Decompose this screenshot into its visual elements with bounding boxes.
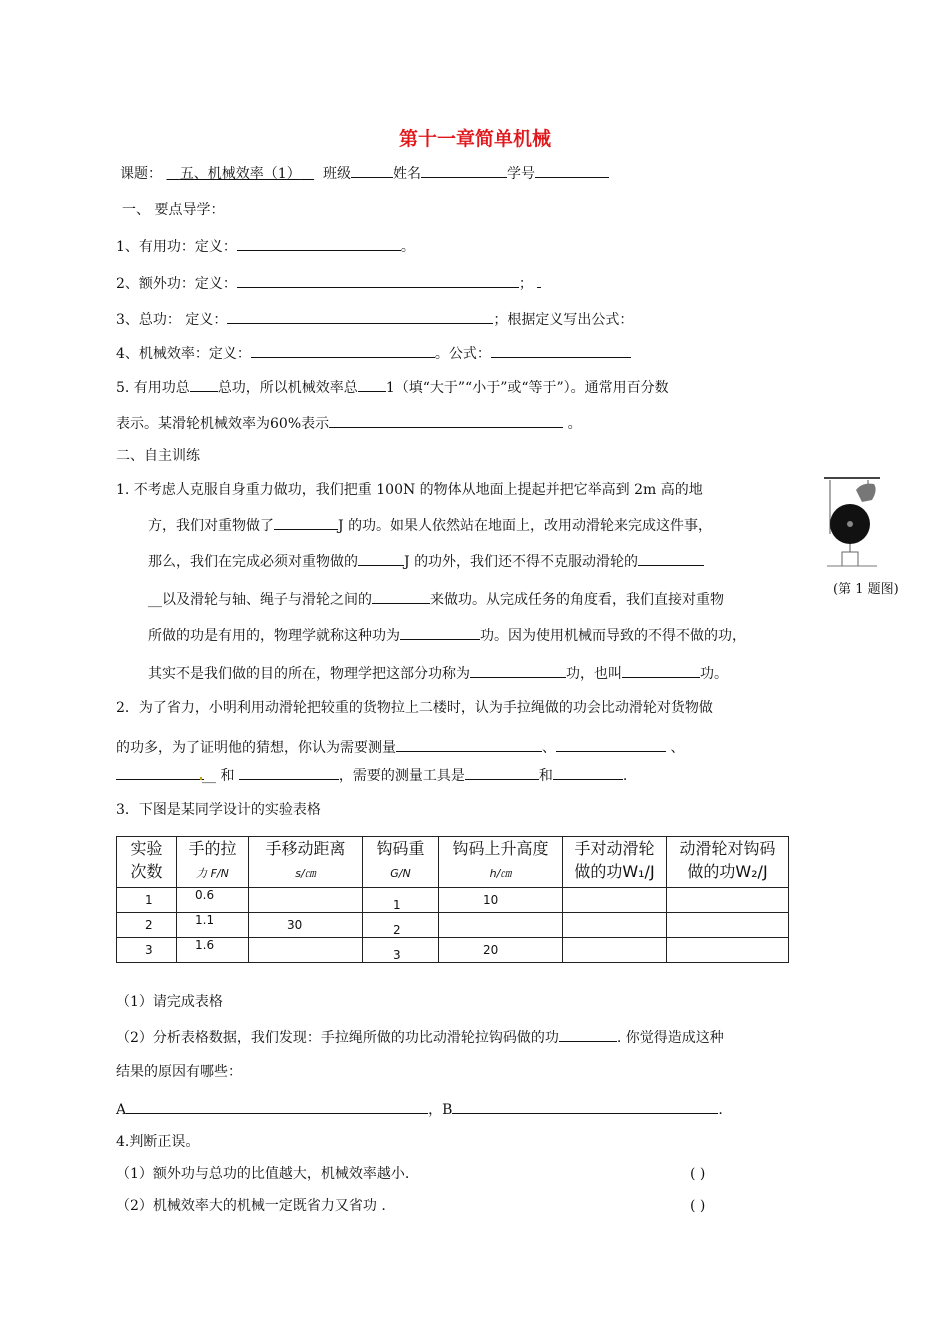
- q4-formula-blank[interactable]: [491, 342, 631, 358]
- topic-label: 课题：: [120, 166, 162, 182]
- page-title: 第十一章简单机械: [398, 128, 551, 150]
- table-cell[interactable]: [667, 938, 789, 963]
- p1-line6: 其实不是我们做的目的所在，物理学把这部分功称为 功，也叫 功。: [148, 662, 728, 684]
- table-cell: 3: [363, 938, 439, 963]
- number-label: 学号: [507, 166, 535, 182]
- judge-item-2: （2）机械效率大的机械一定既省力又省功 .: [116, 1198, 386, 1214]
- q4-blank[interactable]: [251, 342, 435, 358]
- p1-line2: 方，我们对重物做了 J 的功。如果人依然站在地面上，改用动滑轮来完成这件事，: [148, 514, 712, 536]
- table-row: [117, 913, 789, 938]
- judge-item-1: （1）额外功与总功的比值越大，机械效率越小.: [116, 1166, 410, 1182]
- header-cell: 钩码上升高度 h/㎝: [439, 837, 563, 888]
- experiment-table: [116, 836, 789, 963]
- s3-answer-line: A ，B .: [116, 1098, 723, 1120]
- table-header-row: [117, 837, 789, 888]
- judge-heading: 4.判断正误。: [116, 1134, 200, 1150]
- table-cell[interactable]: [667, 913, 789, 938]
- table-cell[interactable]: [563, 938, 667, 963]
- judge-bracket-2[interactable]: ( ): [690, 1198, 706, 1214]
- header-cell: 手的拉 力 F/N: [177, 837, 249, 888]
- table-cell[interactable]: [563, 913, 667, 938]
- table-cell: 20: [439, 938, 563, 963]
- table-cell: 30: [249, 913, 363, 938]
- number-blank[interactable]: [535, 162, 609, 178]
- header-cell: 钩码重 G/N: [363, 837, 439, 888]
- q1-line: 1、有用功：定义： 。: [116, 235, 415, 257]
- s3-q1: （1）请完成表格: [116, 994, 223, 1010]
- table-cell[interactable]: [249, 938, 363, 963]
- topic-value: 五、机械效率（1）: [179, 166, 301, 182]
- p1-line3: 那么，我们在完成必须对重物做的 J 的功外，我们还不得不克服动滑轮的: [148, 550, 704, 572]
- header-cell: 实验 次数: [117, 837, 177, 888]
- p1-blank4[interactable]: [372, 588, 430, 604]
- pulley-figure-icon: [822, 472, 882, 572]
- table-row: [117, 888, 789, 913]
- name-label: 姓名: [393, 166, 421, 182]
- name-blank[interactable]: [421, 162, 507, 178]
- answer-a-blank[interactable]: [126, 1098, 428, 1114]
- p3-heading: 3．下图是某同学设计的实验表格: [116, 802, 321, 818]
- p2-blank1[interactable]: [396, 736, 542, 752]
- table-cell: 10: [439, 888, 563, 913]
- q5-blank1[interactable]: [190, 376, 218, 392]
- q5-blank2[interactable]: [358, 376, 386, 392]
- p1-blank3[interactable]: [638, 550, 704, 566]
- p2-blank3[interactable]: [116, 764, 204, 780]
- p2-blank6[interactable]: [553, 764, 623, 780]
- q3-line: 3、总功： 定义： ；根据定义写出公式：: [116, 308, 633, 330]
- q3-blank[interactable]: [227, 308, 493, 324]
- p1-blank2[interactable]: [358, 550, 404, 566]
- table-cell: 0.6: [177, 888, 249, 913]
- p1-line5: 所做的功是有用的，物理学就称这种功为 功。因为使用机械而导致的不得不做的功，: [148, 624, 746, 646]
- table-cell[interactable]: [249, 888, 363, 913]
- table-cell: 1: [363, 888, 439, 913]
- q4-line: 4、机械效率：定义： 。公式：: [116, 342, 631, 364]
- header-cell: 动滑轮对钩码 做的功W₂/J: [667, 837, 789, 888]
- table-cell: 3: [117, 938, 177, 963]
- table-cell: 1.6: [177, 938, 249, 963]
- p1-blank7[interactable]: [622, 662, 700, 678]
- p2-line1: 2．为了省力，小明利用动滑轮把较重的货物拉上二楼时，认为手拉绳做的功会比动滑轮对货物做: [116, 700, 713, 716]
- table-cell: 2: [117, 913, 177, 938]
- table-cell[interactable]: [439, 913, 563, 938]
- table-row: [117, 938, 789, 963]
- p1-blank6[interactable]: [470, 662, 566, 678]
- section1-heading: 一、 要点导学：: [122, 202, 225, 218]
- s3-q2-line1: （2）分析表格数据，我们发现：手拉绳所做的功比动滑轮拉钩码做的功 . 你觉得造成这种: [116, 1026, 724, 1048]
- q5-blank3[interactable]: [329, 412, 563, 428]
- table-cell[interactable]: [667, 888, 789, 913]
- answer-b-blank[interactable]: [452, 1098, 718, 1114]
- q5-line2: 表示。某滑轮机械效率为60%表示 。: [116, 412, 582, 434]
- q2-line: 2、额外功：定义： ；: [116, 272, 541, 294]
- p2-line3: __ 和 ，需要的测量工具是 和 .: [116, 764, 627, 786]
- p2-line2: 的功多，为了证明他的猜想，你认为需要测量 、 、: [116, 736, 684, 758]
- header-cell: 手移动距离 s/㎝: [249, 837, 363, 888]
- p1-line1: 1. 不考虑人克服自身重力做功，我们把重 100N 的物体从地面上提起并把它举高到 2m 高的地: [116, 482, 703, 498]
- class-label: 班级: [323, 166, 351, 182]
- figure-caption: (第 1 题图): [833, 582, 899, 597]
- table-cell: 1: [117, 888, 177, 913]
- header-line: [120, 162, 609, 184]
- p1-blank1[interactable]: [274, 514, 338, 530]
- q1-blank[interactable]: [237, 235, 401, 251]
- q2-blank[interactable]: [237, 272, 519, 288]
- s3-q2-line2: 结果的原因有哪些：: [116, 1064, 242, 1080]
- table-cell: 1.1: [177, 913, 249, 938]
- class-blank[interactable]: [351, 162, 393, 178]
- p2-blank2[interactable]: [556, 736, 666, 752]
- header-cell: 手对动滑轮 做的功W₁/J: [563, 837, 667, 888]
- p2-blank5[interactable]: [465, 764, 539, 780]
- table-cell[interactable]: [563, 888, 667, 913]
- section2-heading: 二、自主训练: [116, 448, 200, 464]
- table-cell: 2: [363, 913, 439, 938]
- s3-q2-blank[interactable]: [559, 1026, 617, 1042]
- p1-blank5[interactable]: [400, 624, 480, 640]
- q5-line1: 5. 有用功总 总功，所以机械效率总 1（填“大于”“小于”或“等于”）。通常用百分数: [116, 376, 669, 398]
- p2-blank4[interactable]: [239, 764, 339, 780]
- p1-line4: __以及滑轮与轴、绳子与滑轮之间的 来做功。从完成任务的角度看，我们直接对重物: [148, 588, 724, 610]
- judge-bracket-1[interactable]: ( ): [690, 1166, 706, 1182]
